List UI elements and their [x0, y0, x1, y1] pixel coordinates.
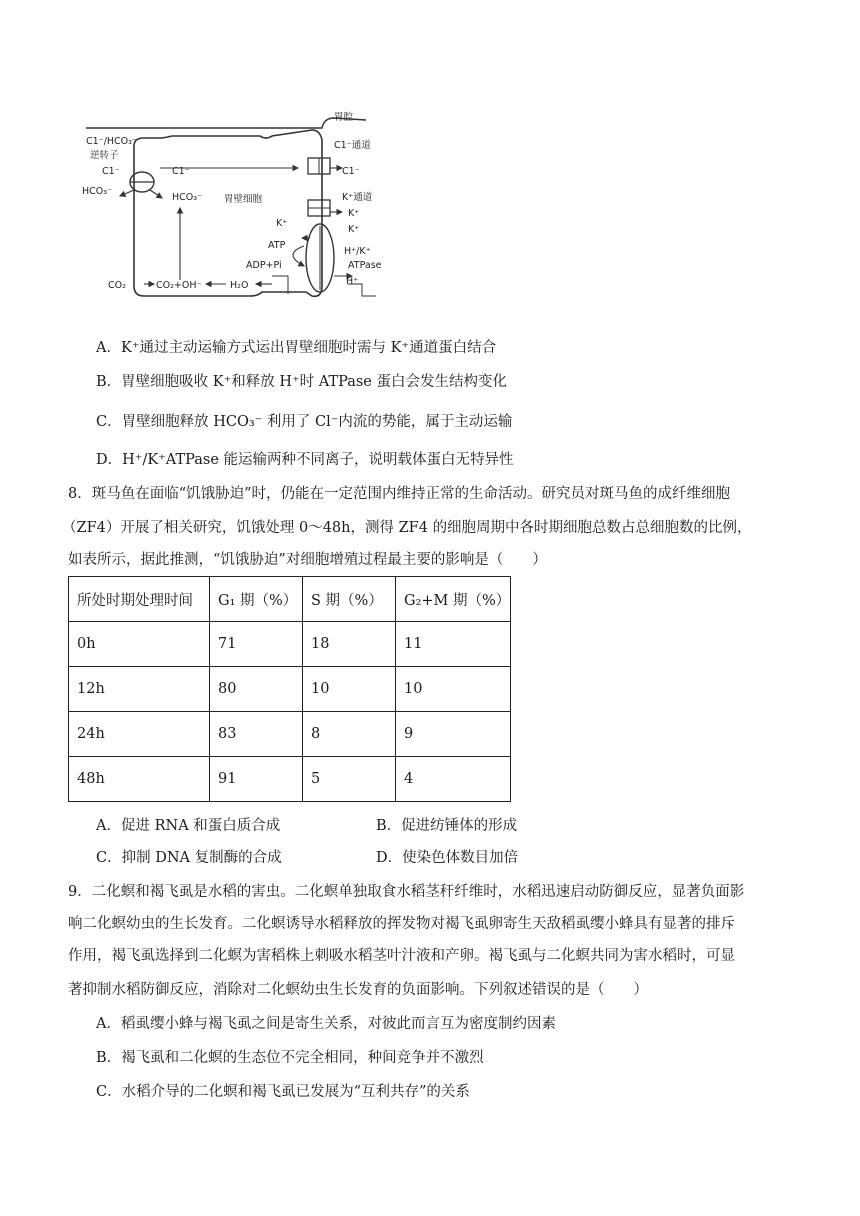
table-cell: 83 [210, 712, 303, 757]
table-row [69, 712, 511, 757]
q9-stem-line-3: 作用，褐飞虱选择到二化螟为害稻株上刺吸水稻茎叶汁液和产卵。褐飞虱与二化螟共同为害水稻时，可显 [68, 948, 735, 964]
q9-stem-line-1: 9．二化螟和褐飞虱是水稻的害虫。二化螟单独取食水稻茎秆纤维时，水稻迅速启动防御反应，显著负面影 [68, 884, 745, 900]
q7-option-b-text: 胃壁细胞吸收 K⁺和释放 H⁺时 ATPase 蛋白会发生结构变化 [121, 374, 507, 390]
table-cell: 11 [396, 622, 511, 667]
table-cell: 8 [303, 712, 396, 757]
label-antiporter-name: 逆转子 [90, 150, 119, 161]
label-antiporter-title: C1⁻/HCO₃⁻ [86, 136, 137, 147]
q8-option-b[interactable] [376, 816, 517, 836]
label-cl-left-out: C1⁻ [102, 166, 120, 177]
q9-option-b-text: 褐飞虱和二化螟的生态位不完全相同，种间竞争并不激烈 [121, 1050, 484, 1066]
q8-option-a-letter: A． [96, 818, 121, 834]
q7-option-d[interactable] [96, 450, 514, 470]
label-adp: ADP+Pi [246, 260, 282, 271]
q9-option-c-text: 水稻介导的二化螟和褐飞虱已发展为“互利共存”的关系 [121, 1084, 470, 1100]
label-hco3-inside: HCO₃⁻ [172, 192, 203, 203]
q8-option-c[interactable] [96, 848, 282, 868]
lumen-boundary [86, 118, 366, 128]
label-k-out1: K⁺ [348, 208, 360, 219]
label-h2o: H₂O [230, 280, 249, 291]
q7-option-a-text: K⁺通过主动运输方式运出胃壁细胞时需与 K⁺通道蛋白结合 [120, 340, 497, 356]
q7-option-d-letter: D． [96, 452, 123, 468]
table-cell: 5 [303, 757, 396, 802]
table-row [69, 667, 511, 712]
table-cell: 0h [69, 622, 210, 667]
table-header-cell: G₂+M 期（%） [396, 577, 511, 622]
q8-stem-line-2: （ZF4）开展了相关研究，饥饿处理 0～48h，测得 ZF4 的细胞周期中各时期细胞总数占总细胞数的比例， [62, 520, 752, 536]
q7-option-a-letter: A． [96, 340, 121, 356]
cell-cycle-table [68, 576, 511, 802]
ion-transport-diagram [76, 108, 392, 320]
label-cl-channel-out: C1⁻ [342, 166, 360, 177]
label-pump2: ATPase [348, 260, 382, 271]
label-h-out: H⁺ [346, 276, 359, 287]
table-cell: 12h [69, 667, 210, 712]
table-cell: 80 [210, 667, 303, 712]
q9-option-a-letter: A． [96, 1016, 121, 1032]
q8-option-b-letter: B． [376, 818, 402, 834]
q7-option-b-letter: B． [96, 374, 122, 390]
label-cl-inside: C1⁻ [172, 166, 190, 177]
q9-option-b[interactable] [96, 1048, 484, 1068]
label-atp: ATP [268, 240, 286, 251]
table-header-cell: G₁ 期（%） [210, 577, 303, 622]
table-cell: 91 [210, 757, 303, 802]
label-co2-left: CO₂ [108, 280, 126, 291]
table-cell: 18 [303, 622, 396, 667]
cell-membrane [134, 130, 322, 296]
label-cl-channel: C1⁻通道 [334, 140, 371, 151]
label-lumen: 胃腔 [334, 112, 354, 123]
label-k-channel: K⁺通道 [342, 192, 373, 203]
q9-option-b-letter: B． [96, 1050, 122, 1066]
table-cell: 48h [69, 757, 210, 802]
q8-option-d-letter: D． [376, 850, 403, 866]
table-cell: 10 [396, 667, 511, 712]
q8-option-b-text: 促进纺锤体的形成 [401, 818, 518, 834]
table-header-cell: S 期（%） [303, 577, 396, 622]
q7-option-c-text: 胃壁细胞释放 HCO₃⁻ 利用了 Cl⁻内流的势能，属于主动运输 [121, 414, 513, 430]
q8-option-d-text: 使染色体数目加倍 [402, 850, 519, 866]
q7-option-b[interactable] [96, 372, 507, 392]
q8-stem-line-3: 如表所示，据此推测，“饥饿胁迫”对细胞增殖过程最主要的影响是（ ） [68, 552, 547, 568]
table-cell: 10 [303, 667, 396, 712]
q8-option-c-text: 抑制 DNA 复制酶的合成 [121, 850, 282, 866]
q7-option-c-letter: C． [96, 414, 122, 430]
q8-option-a[interactable] [96, 816, 280, 836]
label-co2-oh: CO₂+OH⁻ [156, 280, 202, 291]
q9-option-a[interactable] [96, 1014, 556, 1034]
q7-option-d-text: H⁺/K⁺ATPase 能运输两种不同离子，说明载体蛋白无特异性 [122, 452, 514, 468]
q9-stem-line-4: 著抑制水稻防御反应，消除对二化螟幼虫生长发育的负面影响。下列叙述错误的是（ ） [68, 982, 648, 998]
q9-option-c[interactable] [96, 1082, 470, 1102]
table-header-row [69, 577, 511, 622]
q8-option-c-letter: C． [96, 850, 122, 866]
q8-option-a-text: 促进 RNA 和蛋白质合成 [120, 818, 281, 834]
q9-option-c-letter: C． [96, 1084, 122, 1100]
q7-option-a[interactable] [96, 338, 496, 358]
table-cell: 9 [396, 712, 511, 757]
label-k-out2: K⁺ [348, 224, 360, 235]
table-cell: 71 [210, 622, 303, 667]
q8-stem-line-1: 8．斑马鱼在面临“饥饿胁迫”时，仍能在一定范围内维持正常的生命活动。研究员对斑马鱼的成纤维细胞 [68, 486, 731, 502]
table-row [69, 757, 511, 802]
q7-option-c[interactable] [96, 412, 512, 432]
label-pump: H⁺/K⁺ [344, 246, 371, 257]
label-hco3-left-out: HCO₃⁻ [82, 186, 113, 197]
q8-option-d[interactable] [376, 848, 518, 868]
label-k-in1: K⁺ [276, 218, 288, 229]
table-header-cell: 所处时期处理时间 [69, 577, 210, 622]
table-row [69, 622, 511, 667]
table-cell: 24h [69, 712, 210, 757]
q9-stem-line-2: 响二化螟幼虫的生长发育。二化螟诱导水稻释放的挥发物对褐飞虱卵寄生天敌稻虱缨小蜂具有显著的排斥 [68, 916, 735, 932]
q9-option-a-text: 稻虱缨小蜂与褐飞虱之间是寄生关系，对彼此而言互为密度制约因素 [120, 1016, 556, 1032]
label-cell-name: 胃壁细胞 [224, 194, 263, 205]
table-cell: 4 [396, 757, 511, 802]
